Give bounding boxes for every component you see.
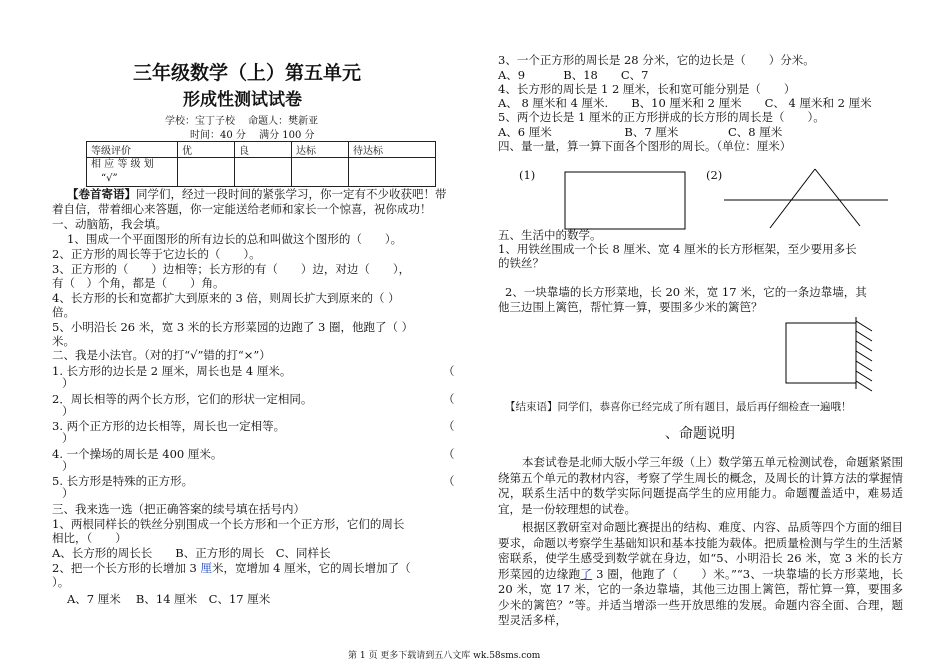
s2-item-1-close[interactable]: ） bbox=[62, 376, 74, 390]
wall-hatch bbox=[856, 351, 872, 361]
s2-item-2: 2．周长相等的两个长方形，它们的形状一定相同。 bbox=[52, 392, 313, 406]
grade-header-cell: 待达标 bbox=[349, 142, 436, 158]
section2-title: 二、我是小法官。（对的打“√”错的打“×”） bbox=[52, 348, 271, 362]
s3-question-5: 5、两个边长是 1 厘米的正方形拼成的长方形的周长是（ ）。 bbox=[498, 110, 825, 124]
figure-2-label: (2) bbox=[706, 168, 723, 182]
s2-item-3-close[interactable]: ） bbox=[62, 431, 74, 445]
figure-1-rectangle bbox=[560, 168, 690, 233]
grade-table bbox=[86, 141, 436, 187]
section1-title: 一、动脑筋，我会填。 bbox=[52, 217, 167, 231]
s2-item-4: 4. 一个操场的周长是 400 厘米。 bbox=[52, 447, 223, 461]
s2-item-4-close[interactable]: ） bbox=[62, 459, 74, 473]
exam-title-line1: 三年级数学（上）第五单元 bbox=[133, 62, 362, 84]
s3-question-4-options: A、 8 厘米和 4 厘米. B、10 厘米和 2 厘米 C、 4 厘米和 2 厘米 bbox=[498, 96, 872, 110]
preface-label: 【卷首寄语】 bbox=[67, 187, 136, 201]
s2-item-5-close[interactable]: ） bbox=[62, 486, 74, 500]
s3-q2-text-pre: 2、把一个长方形的长增加 3 bbox=[52, 561, 201, 575]
garden-wall-diagram bbox=[780, 315, 880, 395]
grade-header-cell: 达标 bbox=[292, 142, 349, 158]
s3-q2-text-post: 米，宽增加 4 厘米，它的周长增加了（ bbox=[211, 561, 411, 575]
exam-school-author: 学校：宝丁子校 命题人：樊新亚 bbox=[165, 116, 319, 127]
s5-question-2a: 2、一块靠墙的长方形菜地，长 20 米，宽 17 米，它的一条边靠墙，其 bbox=[505, 285, 867, 299]
s2-item-2-close[interactable]: ） bbox=[62, 404, 74, 418]
s3-q2-text-highlight: 厘 bbox=[200, 561, 212, 575]
preface-line1 bbox=[67, 187, 447, 201]
grade-cell[interactable] bbox=[178, 158, 235, 187]
s3-question-1b: 相比，（ ） bbox=[52, 531, 127, 545]
garden-rectangle bbox=[786, 323, 856, 383]
grade-table-row bbox=[87, 158, 436, 187]
s1-question-3b: 有（ ）个角，都是（ ）角。 bbox=[52, 276, 225, 290]
explanation-heading: 、命题说明 bbox=[665, 426, 735, 442]
grade-table-header-row bbox=[87, 142, 436, 158]
wall-hatch bbox=[856, 331, 872, 341]
grade-header-cell: 等级评价 bbox=[87, 142, 178, 158]
s2-item-3-open[interactable]: （ bbox=[443, 419, 455, 433]
s5-question-1b: 的铁丝？ bbox=[498, 256, 544, 270]
s2-item-2-open[interactable]: （ bbox=[443, 392, 455, 406]
page-footer: 第 1 页 更多下载请到五八文库 wk.58sms.com bbox=[348, 651, 541, 661]
figure-1-rect-shape bbox=[565, 172, 685, 229]
figure-2-left-line bbox=[770, 169, 815, 228]
s3-question-1-options: A、长方形的周长长 B、正方形的周长 C、同样长 bbox=[52, 546, 331, 560]
wall-hatch bbox=[856, 321, 872, 331]
s2-item-5: 5. 长方形是特殊的正方形。 bbox=[52, 474, 194, 488]
preface-line2: 着自信，带着细心来答题，你一定能送给老师和家长一个惊喜，祝你成功！ bbox=[52, 202, 432, 216]
explanation-p2-highlight: 了 bbox=[580, 566, 593, 581]
s5-question-2b: 他三边围上篱笆，帮忙算一算，要围多少米的篱笆？ bbox=[498, 300, 763, 314]
wall-hatch bbox=[856, 341, 872, 351]
wall-hatch bbox=[856, 371, 872, 381]
s2-item-4-open[interactable]: （ bbox=[443, 447, 455, 461]
preface-text: 同学们，经过一段时间的紧张学习，你一定有不少收获吧！带 bbox=[136, 187, 447, 201]
grade-header-cell: 良 bbox=[235, 142, 292, 158]
grade-header-cell: 优 bbox=[178, 142, 235, 158]
s1-question-4b: 倍。 bbox=[52, 305, 75, 319]
grade-row-label-text: 相 应 等 级 划 bbox=[91, 159, 154, 170]
explanation-paragraph-2 bbox=[498, 520, 903, 629]
grade-row-label bbox=[87, 158, 178, 187]
exam-time-score: 时间：40 分 满分 100 分 bbox=[190, 130, 315, 141]
s1-question-4a: 4、长方形的长和宽都扩大到原来的 3 倍，则周长扩大到原来的（ ） bbox=[52, 291, 400, 305]
s3-question-4: 4、长方形的周长是 1 2 厘米，长和宽可能分别是（ ） bbox=[498, 82, 796, 96]
figure-1-label: (1) bbox=[519, 168, 536, 182]
section4-title: 四、量一量，算一算下面各个图形的周长。（单位：厘米） bbox=[498, 139, 792, 153]
grade-cell[interactable] bbox=[349, 158, 436, 187]
s3-question-1a: 1、两根同样长的铁丝分别围成一个长方形和一个正方形，它们的周长 bbox=[52, 517, 405, 531]
s3-question-2b: ）。 bbox=[52, 575, 70, 589]
s5-question-1a: 1、用铁丝围成一个长 8 厘米、宽 4 厘米的长方形框架，至少要用多长 bbox=[498, 242, 857, 256]
s1-question-5a: 5、小明沿长 26 米，宽 3 米的长方形菜园的边跑了 3 圈，他跑了（ ） bbox=[52, 320, 414, 334]
grade-row-label-mark: “√” bbox=[101, 173, 118, 184]
s1-question-5b: 米。 bbox=[52, 334, 75, 348]
explanation-p2-pre: 根据区教研室对命题比赛提出的结构、难度、内容、品质等四个方面的细目要求，命题以考察学生基础知识和基本技能为载体。把质量检测与学生的生活紧密联系，使学生感受到数学就在身边，如“5、小明沿长 26 米，宽 3 米的长方形菜园的边缘跑 bbox=[498, 520, 903, 581]
section5-title: 五、生活中的数学。 bbox=[498, 228, 602, 242]
s1-question-2: 2、正方形的周长等于它边长的（ ）。 bbox=[52, 247, 261, 261]
explanation-p2-post: 3 圈，他跑了（ ）米。”“3、一块靠墙的长方形菜地，长 20 米，宽 17 米，它的一条边靠墙，其他三边围上篱笆，帮忙算一算，要围多少米的篱笆？”等。并适当增添一些开放思维的发展。命题内容全面、合理，题型灵活多样， bbox=[498, 566, 904, 627]
s1-question-3a: 3、正方形的（ ）边相等；长方形的有（ ）边，对边（ ）， bbox=[52, 262, 411, 276]
closing-remark: 【结束语】同学们，恭喜你已经完成了所有题目，最后再仔细检查一遍哦！ bbox=[505, 401, 852, 413]
grade-cell[interactable] bbox=[235, 158, 292, 187]
figure-2-triangle-lines bbox=[720, 162, 895, 232]
s2-item-1: 1. 长方形的边长是 2 厘米，周长也是 4 厘米。 bbox=[52, 364, 292, 378]
wall-hatch bbox=[856, 361, 872, 371]
s3-question-3: 3、一个正方形的周长是 28 分米，它的边长是（ ）分米。 bbox=[498, 53, 815, 67]
s3-question-3-options: A、9 B、18 C、7 bbox=[498, 68, 649, 82]
section3-title: 三、我来选一选（把正确答案的续号填在括号内） bbox=[52, 502, 305, 516]
s3-question-5-options: A、6 厘米 B、7 厘米 C、8 厘米 bbox=[498, 125, 783, 139]
s1-question-1: 1、围成一个平面图形的所有边长的总和叫做这个图形的（ ）。 bbox=[67, 232, 403, 246]
s3-question-2-options: A、7 厘米 B、14 厘米 C、17 厘米 bbox=[67, 592, 271, 606]
s2-item-1-open[interactable]: （ bbox=[443, 364, 455, 378]
wall-hatch bbox=[856, 381, 872, 391]
s2-item-5-open[interactable]: （ bbox=[443, 474, 455, 488]
figure-2-right-line bbox=[815, 169, 860, 226]
grade-cell[interactable] bbox=[292, 158, 349, 187]
exam-title-line2: 形成性测试试卷 bbox=[183, 90, 302, 110]
s2-item-3: 3. 两个正方形的边长相等，周长也一定相等。 bbox=[52, 419, 286, 433]
s3-question-2a bbox=[52, 561, 411, 575]
explanation-paragraph-1: 本套试卷是北师大版小学三年级（上）数学第五单元检测试卷，命题紧紧围绕第五个单元的教材内容，考察了学生周长的概念，及周长的计算方法的掌握情况，联系生活中的数学实际问题提高学生的应用能力。命题覆盖适中，难易适宜，是一份较理想的试卷。 bbox=[498, 455, 903, 516]
